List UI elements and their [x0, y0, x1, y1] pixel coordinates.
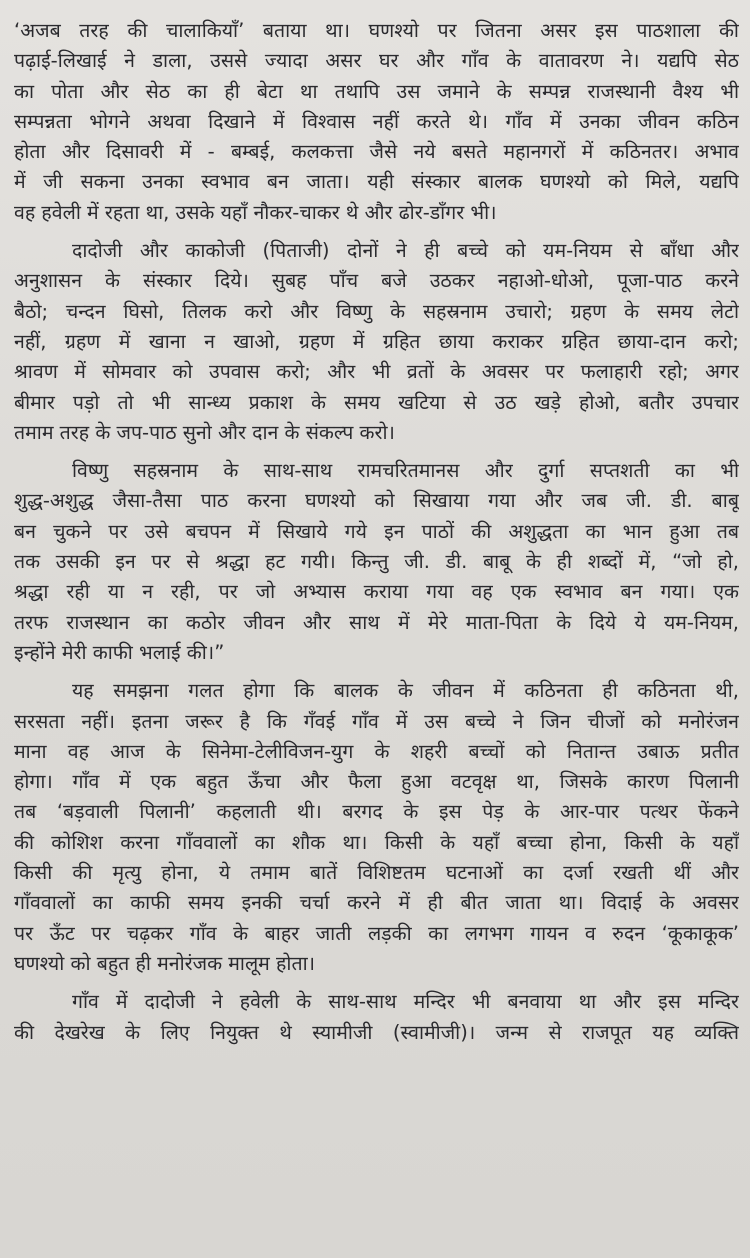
paragraph-3	[14, 456, 739, 668]
text-line: होता और दिसावरी में - बम्बई, कलकत्ता जैसे नये बसते महानगरों में कठिनतर। अभाव	[14, 140, 739, 164]
text-line: ‘अजब तरह की चालाकियाँ’ बताया था। घणश्यो पर जितना असर इस पाठशाला की	[14, 19, 739, 42]
text-line: का पोता और सेठ का ही बेटा था तथापि उस जमाने के सम्पन्न राजस्थानी वैश्य भी	[14, 79, 739, 103]
text-body	[14, 16, 739, 1048]
text-line: बैठो; चन्दन घिसो, तिलक करो और विष्णु के सहस्रनाम उचारो; ग्रहण के समय लेटो	[14, 299, 739, 323]
text-line: किसी की मृत्यु होना, ये तमाम बातें विशिष्टतम घटनाओं का दर्जा रखती थीं और	[14, 861, 739, 885]
text-line: इन्होंने मेरी काफी भलाई की।”	[14, 640, 225, 664]
text-line: यह समझना गलत होगा कि बालक के जीवन में कठिनता ही कठिनता थी,	[72, 679, 739, 703]
text-line: में जी सकना उनका स्वभाव बन जाता। यही संस्कार बालक घणश्यो को मिले, यद्यपि	[14, 170, 739, 194]
text-line: विष्णु सहस्रनाम के साथ-साथ रामचरितमानस और दुर्गा सप्तशती का भी	[72, 459, 739, 483]
text-line: वह हवेली में रहता था, उसके यहाँ नौकर-चाकर थे और ढोर-डाँगर भी।	[14, 200, 497, 224]
text-line: बीमार पड़ो तो भी सान्ध्य प्रकाश के समय खटिया से उठ खड़े होओ, बतौर उपचार	[14, 390, 739, 414]
paragraph-1	[14, 16, 739, 228]
text-line: नहीं, ग्रहण में खाना न खाओ, ग्रहण में ग्रहित छाया कराकर ग्रहित छाया-दान करो;	[14, 329, 739, 353]
text-line: पर ऊँट पर चढ़कर गाँव के बाहर जाती लड़की का लगभग गायन व रुदन ‘कूकाकूक’	[14, 921, 739, 945]
text-line: गाँववालों का काफी समय इनकी चर्चा करने में ही बीत जाता था। विदाई के अवसर	[14, 891, 739, 915]
paragraph-5	[14, 987, 739, 1048]
text-line: तरफ राजस्थान का कठोर जीवन और साथ में मेरे माता-पिता के दिये ये यम-नियम,	[14, 610, 739, 634]
text-line: बन चुकने पर उसे बचपन में सिखाये गये इन पाठों की अशुद्धता का भान हुआ तब	[14, 519, 739, 543]
text-line: शुद्ध-अशुद्ध जैसा-तैसा पाठ करना घणश्यो को सिखाया गया और जब जी. डी. बाबू	[14, 489, 739, 513]
paragraph-4	[14, 676, 739, 979]
text-line: अनुशासन के संस्कार दिये। सुबह पाँच बजे उठकर नहाओ-धोओ, पूजा-पाठ करने	[14, 269, 739, 293]
text-line: तब ‘बड़वाली पिलानी’ कहलाती थी। बरगद के इस पेड़ के आर-पार पत्थर फेंकने	[14, 800, 739, 824]
text-line: माना वह आज के सिनेमा-टेलीविजन-युग के शहरी बच्चों को नितान्त उबाऊ प्रतीत	[14, 739, 739, 763]
text-line: गाँव में दादोजी ने हवेली के साथ-साथ मन्दिर भी बनवाया था और इस मन्दिर	[72, 990, 739, 1014]
text-line: पढ़ाई-लिखाई ने डाला, उससे ज्यादा असर घर और गाँव के वातावरण ने। यद्यपि सेठ	[14, 49, 739, 73]
text-line: की देखरेख के लिए नियुक्त थे स्यामीजी (स्वामीजी)। जन्म से राजपूत यह व्यक्ति	[14, 1020, 739, 1044]
paragraph-2	[14, 236, 739, 448]
text-line: श्रावण में सोमवार को उपवास करो; और भी व्रतों के अवसर पर फलाहारी रहो; अगर	[14, 360, 739, 384]
text-line: की कोशिश करना गाँववालों का शौक था। किसी के यहाँ बच्चा होना, किसी के यहाँ	[14, 830, 739, 854]
text-line: दादोजी और काकोजी (पिताजी) दोनों ने ही बच्चे को यम-नियम से बाँधा और	[72, 239, 739, 263]
text-line: सम्पन्नता भोगने अथवा दिखाने में विश्वास नहीं करते थे। गाँव में उनका जीवन कठिन	[14, 109, 739, 133]
text-line: श्रद्धा रही या न रही, पर जो अभ्यास कराया गया वह एक स्वभाव बन गया। एक	[14, 580, 739, 604]
text-line: होगा। गाँव में एक बहुत ऊँचा और फैला हुआ वटवृक्ष था, जिसके कारण पिलानी	[14, 770, 739, 794]
text-line: सरसता नहीं। इतना जरूर है कि गँवई गाँव में उस बच्चे ने जिन चीजों को मनोरंजन	[14, 709, 739, 733]
text-line: तक उसकी इन पर से श्रद्धा हट गयी। किन्तु जी. डी. बाबू के ही शब्दों में, “जो हो,	[14, 550, 739, 574]
text-line: तमाम तरह के जप-पाठ सुनो और दान के संकल्प करो।	[14, 420, 395, 444]
text-line: घणश्यो को बहुत ही मनोरंजक मालूम होता।	[14, 951, 316, 975]
